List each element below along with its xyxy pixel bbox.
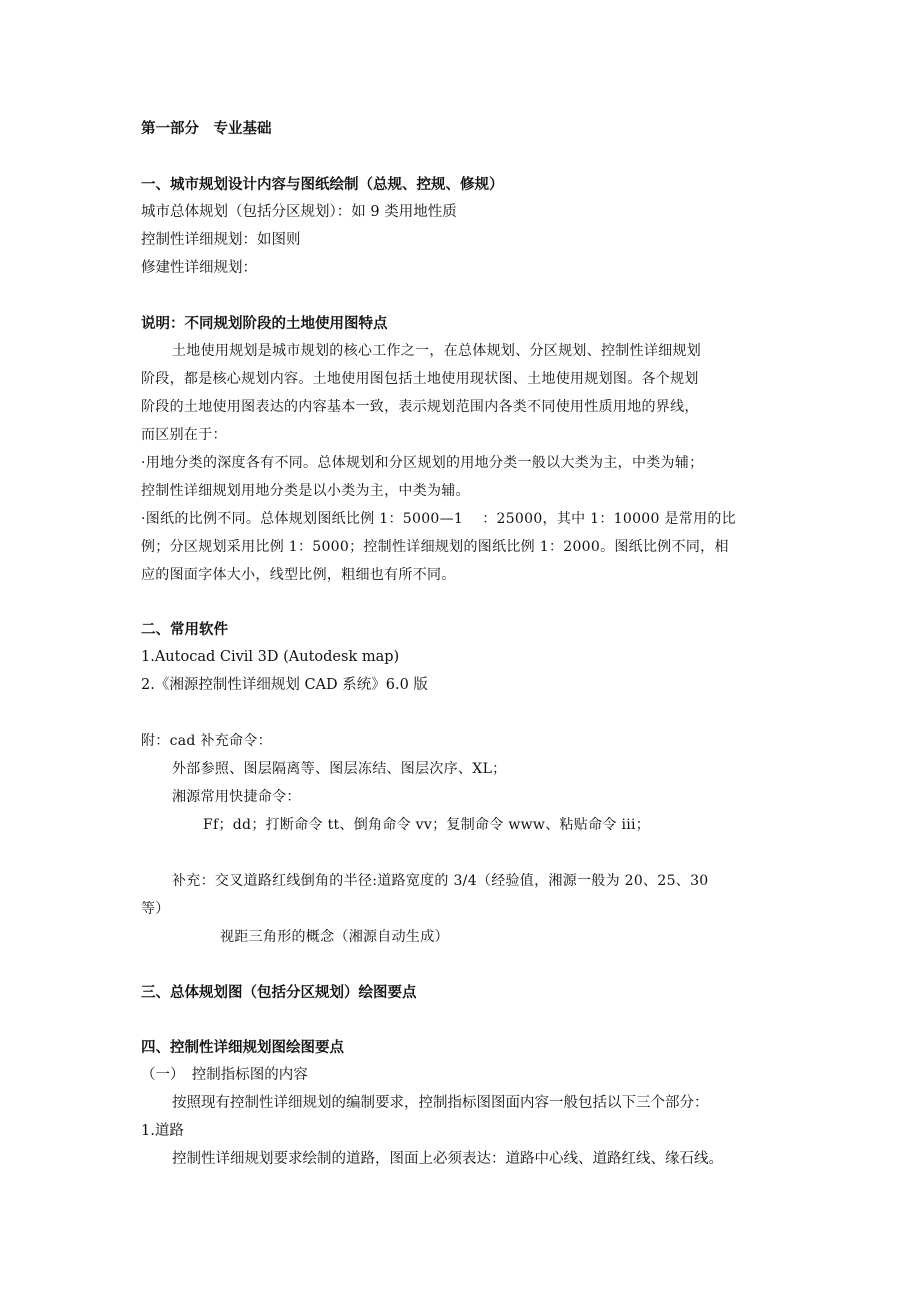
appendix-supplement: 视距三角形的概念（湘源自动生成） xyxy=(220,929,449,945)
section1-line: 城市总体规划（包括分区规划）：如 9 类用地性质 xyxy=(141,204,457,220)
appendix-title: 附：cad 补充命令： xyxy=(141,733,272,749)
section1-line: 修建性详细规划： xyxy=(141,260,257,276)
note-bullet-line: ·图纸的比例不同。总体规划图纸比例 1：5000—1 ：25000，其中 1：10000 是常用的比 xyxy=(141,511,736,527)
section1-heading: 一、城市规划设计内容与图纸绘制（总规、控规、修规） xyxy=(141,177,504,193)
section4-heading: 四、控制性详细规划图绘图要点 xyxy=(141,1040,344,1056)
appendix-supplement: 等） xyxy=(141,901,170,917)
note-para-line: 阶段，都是核心规划内容。土地使用图包括土地使用现状图、土地使用规划图。各个规划 xyxy=(141,371,699,387)
appendix-line: 湘源常用快捷命令： xyxy=(172,789,301,805)
section4-item: 1.道路 xyxy=(141,1123,184,1139)
section1-line: 控制性详细规划：如图则 xyxy=(141,232,301,248)
note-bullet-line: 应的图面字体大小，线型比例，粗细也有所不同。 xyxy=(141,567,456,583)
note-bullet-line: ·用地分类的深度各有不同。总体规划和分区规划的用地分类一般以大类为主，中类为辅； xyxy=(141,455,704,471)
part-title: 第一部分 专业基础 xyxy=(141,121,272,137)
note-bullet-line: 例；分区规划采用比例 1：5000；控制性详细规划的图纸比例 1：2000。图纸比例不同，相 xyxy=(141,539,729,555)
section4-paragraph: 按照现有控制性详细规划的编制要求，控制指标图图面内容一般包括以下三个部分： xyxy=(172,1095,709,1111)
section4-subheading: （一） 控制指标图的内容 xyxy=(141,1067,308,1083)
appendix-line: 外部参照、图层隔离等、图层冻结、图层次序、XL； xyxy=(172,761,507,777)
appendix-supplement: 补充：交叉道路红线倒角的半径:道路宽度的 3/4（经验值，湘源一般为 20、25、30 xyxy=(172,873,709,889)
section4-paragraph: 控制性详细规划要求绘制的道路，图面上必须表达：道路中心线、道路红线、缘石线。 xyxy=(172,1151,723,1167)
software-item: 2.《湘源控制性详细规划 CAD 系统》6.0 版 xyxy=(141,677,428,693)
software-item: 1.Autocad Civil 3D (Autodesk map) xyxy=(141,649,400,665)
section2-heading: 二、常用软件 xyxy=(141,622,228,638)
note-para-line: 而区别在于： xyxy=(141,427,227,443)
note-para-line: 土地使用规划是城市规划的核心工作之一，在总体规划、分区规划、控制性详细规划 xyxy=(172,343,702,359)
section3-heading: 三、总体规划图（包括分区规划）绘图要点 xyxy=(141,985,417,1001)
note-bullet-line: 控制性详细规划用地分类是以小类为主，中类为辅。 xyxy=(141,483,470,499)
note-para-line: 阶段的土地使用图表达的内容基本一致，表示规划范围内各类不同使用性质用地的界线， xyxy=(141,399,699,415)
appendix-command-line: Ff；dd；打断命令 tt、倒角命令 vv；复制命令 www、粘贴命令 iii； xyxy=(203,817,651,833)
note-heading: 说明：不同规划阶段的土地使用图特点 xyxy=(141,316,388,332)
